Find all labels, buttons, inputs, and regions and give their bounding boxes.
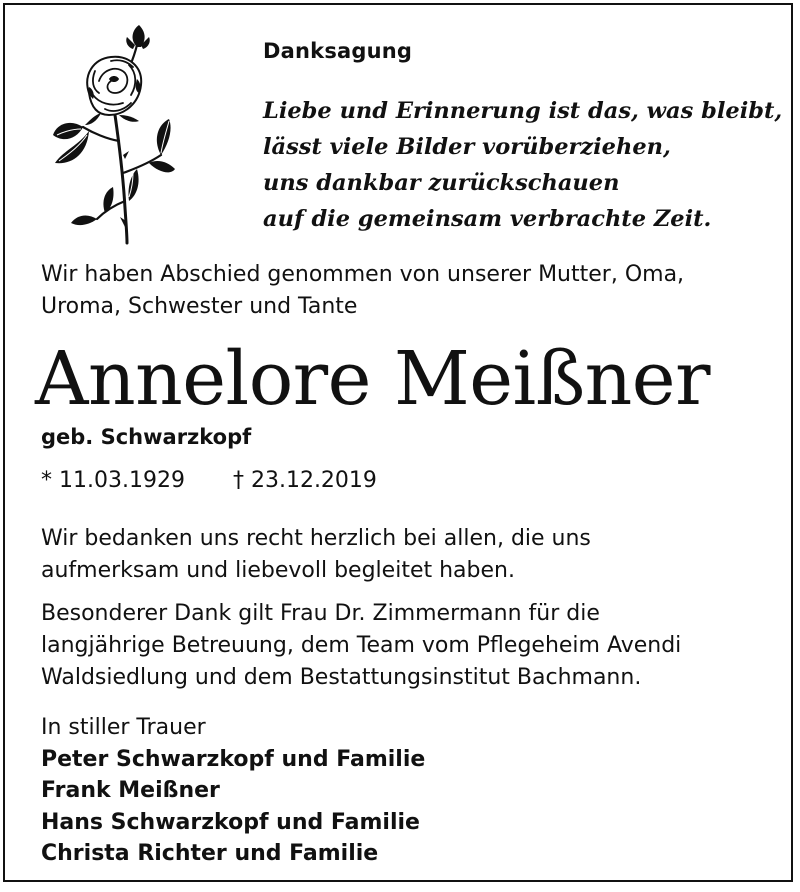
obituary-notice (3, 3, 793, 882)
deceased-name: Annelore Meißner (35, 336, 710, 422)
intro-line: Uroma, Schwester und Tante (41, 294, 358, 319)
special-thanks-line: Waldsiedlung und dem Bestattungsinstitut Bachmann. (41, 665, 642, 690)
life-dates (41, 468, 377, 493)
birth-name: geb. Schwarzkopf (41, 425, 252, 449)
memorial-poem (263, 93, 782, 237)
intro-line: Wir haben Abschied genommen von unserer Mutter, Oma, (41, 262, 685, 287)
poem-line: uns dankbar zurückschauen (263, 170, 620, 196)
thanks-line: Wir bedanken uns recht herzlich bei allen, die uns (41, 526, 591, 551)
notice-title: Danksagung (263, 39, 413, 63)
mourning-intro: In stiller Trauer (41, 715, 206, 740)
mourner-name: Peter Schwarzkopf und Familie (41, 746, 426, 772)
rose-icon (49, 23, 175, 245)
poem-line: auf die gemeinsam verbrachte Zeit. (263, 206, 712, 232)
birth-date: * 11.03.1929 (41, 468, 185, 493)
farewell-intro (41, 259, 771, 323)
mourner-name: Frank Meißner (41, 778, 220, 803)
poem-line: Liebe und Erinnerung ist das, was bleibt, (263, 98, 783, 124)
special-thanks-line: Besonderer Dank gilt Frau Dr. Zimmermann für die (41, 601, 600, 626)
special-thanks-paragraph (41, 598, 781, 694)
mourner-name: Hans Schwarzkopf und Familie (41, 809, 420, 835)
death-date: † 23.12.2019 (232, 468, 377, 493)
mourner-name: Christa Richter und Familie (41, 841, 379, 866)
thanks-line: aufmerksam und liebevoll begleitet haben. (41, 558, 515, 583)
poem-line: lässt viele Bilder vorüberziehen, (263, 134, 671, 160)
special-thanks-line: langjährige Betreuung, dem Team vom Pflegeheim Avendi (41, 633, 682, 658)
thanks-paragraph (41, 523, 771, 587)
mourners-list (41, 712, 425, 870)
